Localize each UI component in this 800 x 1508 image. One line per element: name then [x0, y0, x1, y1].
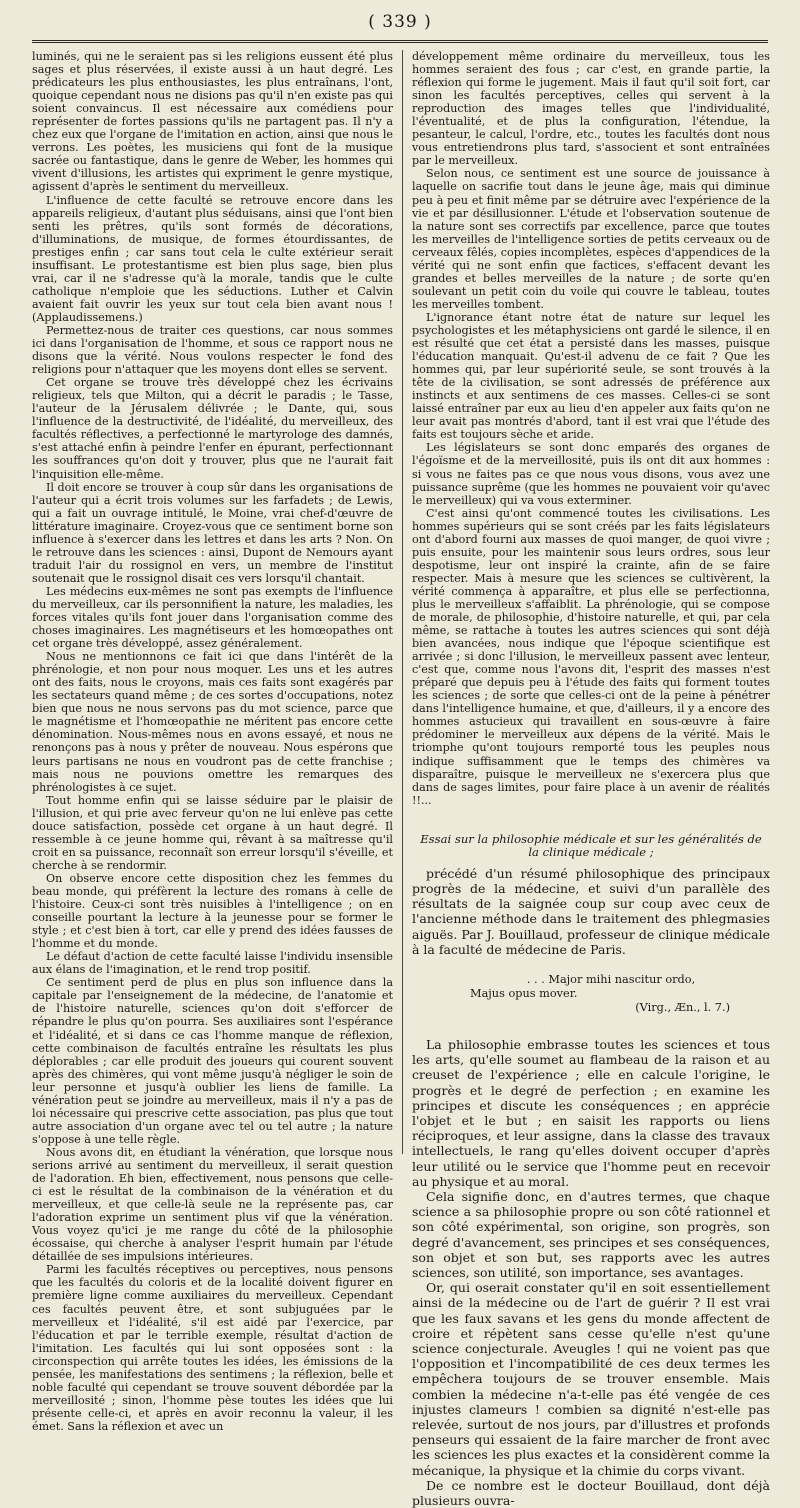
paragraph: C'est ainsi qu'ont commencé toutes les civilisations. Les hommes supérieurs qui se sont créés par les faits législateurs ont d'abord fourni aux masses de quoi manger, de quoi vivre ; puis ensuite, pour les maintenir sous leurs ordres, sous leur despotisme, leur ont inspiré la crainte, afin de se faire respecter. Mais à mesure que les sciences se cultivèrent, la vérité commença à apparaître, et plus elle se perfectionna, plus le merveilleux s'affaiblit. La phrénologie, qui se compose de morale, de philosophie, d'histoire naturelle, et qui, par cela même, se rattache à toutes les autres sciences qui sont déjà bien avancées, nous indique que l'époque scientifique est arrivée ; si donc l'illusion, le merveilleux passent avec lenteur, c'est que, comme nous l'avons dit, l'esprit des masses n'est préparé que depuis peu à l'étude des faits qui forment toutes les sciences ; de sorte que celles-ci ont de la peine à pénétrer dans l'intelligence humaine, et que, d'ailleurs, il y a encore des hommes astucieux qui travaillent en sous-œuvre à faire prédominer le merveilleux aux dépens de la vérité. Mais le triomphe qu'ont toujours remporté tous les peuples nous indique suffisamment que le temps des chimères va disparaître, puisque le merveilleux ne s'exercera plus que dans de sages limites, pour faire place à un avenir de réalités !!...: [412, 506, 770, 807]
paragraph: L'ignorance étant notre état de nature sur lequel les psychologistes et les métaphysiciens ont gardé le silence, il en est résulté que cet état a persisté dans les masses, puisque l'éducation manquait. Qu'est-il advenu de ce fait ? Que les hommes qui, par leur supériorité seule, se sont trouvés à la tête de la civilisation, se sont adressés de préférence aux instincts et aux sentimens de ces masses. Celles-ci se sont laissé entraîner par eux au lieu d'en appeler aux faits qu'on ne leur avait pas montrés d'abord, tant il est vrai que l'étude des faits est toujours sèche et aride.: [412, 310, 770, 442]
paragraph: développement même ordinaire du merveilleux, tous les hommes seraient des fous ; car c'est, en grande partie, la réflexion qui forme le jugement. Mais il faut qu'il soit fort, car sinon les facultés perceptives, celles qui servent à la reproduction des images telles que l'individualité, l'éventualité, et de plus la configuration, l'étendue, la pesanteur, le calcul, l'ordre, etc., toutes les facultés dont nous vous entretiendrons plus tard, s'associent et sont entraînées par le merveilleux.: [412, 50, 770, 168]
paragraph: luminés, qui ne le seraient pas si les religions eussent été plus sages et plus réservées, il existe aussi à un haut degré. Les prédicateurs les plus enthousiastes, les plus entraînans, l'ont, quoique cependant nous ne disions pas qu'il n'en existe pas qui soient convaincus. Il est nécessaire aux comédiens pour représenter de fortes passions qu'ils ne partagent pas. Il n'y a chez eux que l'organe de l'imitation en action, ainsi que nous le verrons. Les poètes, les musiciens qui font de la musique sacrée ou fantastique, dans le genre de Weber, les hommes qui vivent d'illusions, les artistes qui expriment le genre mystique, agissent d'après le sentiment du merveilleux.: [32, 50, 393, 194]
epigraph-line: Majus opus mover.: [470, 986, 578, 1000]
paragraph: De ce nombre est le docteur Bouillaud, dont déjà plusieurs ouvra-: [412, 1477, 770, 1508]
epigraph-line: . . . Major mihi nascitur ordo,: [526, 972, 696, 986]
paragraph: Cet organe se trouve très développé chez les écrivains religieux, tels que Milton, qui a décrit le paradis ; le Tasse, l'auteur de la Jérusalem délivrée ; le Dante, qui, sous l'influence de la destructivité, de l'idéalité, du merveilleux, des facultés réflectives, a perfectionné le martyrologe des damnés, s'est attaché enfin à peindre l'enfer en épurant, perfectionnant les souffrances qu'on doit y trouver, plus que ne l'aurait fait l'inquisition elle-même.: [32, 376, 393, 481]
paragraph: Il doit encore se trouver à coup sûr dans les organisations de l'auteur qui a écrit trois volumes sur les farfadets ; de Lewis, qui a fait un ouvrage intitulé, le Moine, vrai chef-d'œuvre de littérature imaginaire. Croyez-vous que ce sentiment borne son influence à s'exercer dans les lettres et dans les arts ? Non. On le retrouve dans les sciences : ainsi, Dupont de Nemours ayant traduit l'air du rossignol en vers, un membre de l'institut soutenait que le rossignol disait ces vers lorsqu'il chantait.: [32, 480, 393, 585]
paragraph: Tout homme enfin qui se laisse séduire par le plaisir de l'illusion, et qui prie avec ferveur qu'on ne lui enlève pas cette douce satisfaction, possède cet organe à un haut degré. Il ressemble à ce jeune homme qui, rêvant à sa maîtresse qu'il croit en sa puissance, reconnaît son erreur lorsqu'il s'éveille, et cherche à se rendormir.: [32, 793, 393, 872]
header-rule: [32, 40, 768, 43]
article-title: Essai sur la philosophie médicale et sur les généralités de la clinique médicale ;: [420, 831, 762, 860]
paragraph: Nous avons dit, en étudiant la vénération, que lorsque nous serions arrivé au sentiment du merveilleux, il serait question de l'adoration. Eh bien, effectivement, nous pensons que celle-ci est le résultat de la combinaison de la vénération et du merveilleux, et que celle-là seule ne la représente pas, car l'adoration exprime un sentiment plus vif que la vénération. Vous voyez qu'ici je me range du côté de la philosophie écossaise, qui cherche à analyser l'esprit humain par l'étude détaillée de ses impulsions intérieures.: [32, 1145, 393, 1264]
paragraph: Permettez-nous de traiter ces questions, car nous sommes ici dans l'organisation de l'homme, et sous ce rapport nous ne disons que la vérité. Nous voulons respecter le fond des religions pour n'attaquer que les moyens dont elles se servent.: [32, 323, 393, 377]
paragraph: Nous ne mentionnons ce fait ici que dans l'intérêt de la phrénologie, et non pour nous moquer. Les uns et les autres ont des faits, nous le croyons, mais ces faits sont exagérés par les sectateurs quand même ; de ces sortes d'occupations, notez bien que nous ne nous servons pas du mot science, parce que le magnétisme et l'homœopathie ne méritent pas encore cette dénomination. Nous-mêmes nous en avons essayé, et nous ne renonçons pas à nous y prêter de nouveau. Nous espérons que leurs partisans ne nous en voudront pas de cette franchise ; mais nous ne pouvions omettre les remarques des phrénologistes à ce sujet.: [32, 650, 393, 794]
paragraph: Le défaut d'action de cette faculté laisse l'individu insensible aux élans de l'imagination, et le rend trop positif.: [32, 950, 393, 977]
paragraph: On observe encore cette disposition chez les femmes du beau monde, qui préfèrent la lecture des romans à celle de l'histoire. Ceux-ci sont très nuisibles à l'intelligence ; on en conseille pourtant la lecture à la jeunesse pour se former le style ; et c'est bien à tort, car elle y prend des idées fausses de l'homme et du monde.: [32, 871, 393, 951]
article-subtitle: précédé d'un résumé philosophique des principaux progrès de la médecine, et suivi d'un parallèle des résultats de la saignée coup sur coup avec ceux de l'ancienne méthode dans le traitement des phlegmasies aiguës. Par J. Bouillaud, professeur de clinique médicale à la faculté de médecine de Paris.: [412, 865, 770, 957]
column-divider: [402, 50, 403, 1154]
epigraph-source: (Virg., Æn., l. 7.): [635, 1000, 730, 1014]
page-number: ( 339 ): [368, 12, 432, 32]
right-column: [412, 50, 770, 1508]
paragraph: Parmi les facultés réceptives ou perceptives, nous pensons que les facultés du coloris et de la localité doivent figurer en première ligne comme auxiliaires du merveilleux. Cependant ces facultés peuvent être, et sont subjuguées par le merveilleux et l'idéalité, s'il est aidé par l'exercice, par l'éducation et par le terrible exemple, résultat d'action de l'imitation. Les facultés qui lui sont opposées sont : la circonspection qui arrête toutes les idées, les émissions de la pensée, les manifestations des sentimens ; la réflexion, belle et noble faculté qui cependant se trouve souvent débordée par la merveillosité ; sinon, l'homme pèse toutes les idées que lui présente celle-ci, et après en avoir reconnu la valeur, il les émet. Sans la réflexion et avec un: [32, 1263, 393, 1433]
paragraph: L'influence de cette faculté se retrouve encore dans les appareils religieux, d'autant plus séduisans, ainsi que l'ont bien senti les prêtres, qu'ils sont formés de décorations, d'illuminations, de musique, de formes étourdissantes, de prestiges enfin ; car sans tout cela le culte extérieur serait insuffisant. Le protestantisme est bien plus sage, bien plus vrai, car il ne s'adresse qu'à la morale, tandis que le culte catholique n'emploie que les séductions. Luther et Calvin avaient fait ouvrir les yeux sur tout cela bien avant nous ! (Applaudissemens.): [32, 193, 393, 324]
paragraph: Ce sentiment perd de plus en plus son influence dans la capitale par l'enseignement de la médecine, de l'anatomie et de l'histoire naturelle, sciences qu'on doit s'efforcer de répandre le plus qu'on pourra. Ses auxiliaires sont l'espérance et l'idéalité, et si dans ce cas l'homme manque de réflexion, cette combinaison de facultés entraîne les résultats les plus déplorables ; car elle produit des joueurs qui courent souvent après des chimères, qui vont même jusqu'à négliger le soin de leur personne et jusqu'à oublier les liens de famille. La vénération peut se joindre au merveilleux, mais il n'y a pas de loi nécessaire qui prescrive cette association, pas plus que tout autre association d'un organe avec tel ou tel autre ; la nature s'oppose à une telle règle.: [32, 976, 393, 1146]
paragraph: Cela signifie donc, en d'autres termes, que chaque science a sa philosophie propre ou son côté rationnel et son côté expérimental, son origine, son progrès, son degré d'avancement, ses principes et ses conséquences, son objet et son but, ses rapports avec les autres sciences, son utilité, son importance, ses avantages.: [412, 1188, 770, 1280]
epigraph: [412, 973, 770, 1015]
paragraph: Les médecins eux-mêmes ne sont pas exempts de l'influence du merveilleux, car ils personnifient la nature, les maladies, les forces vitales qu'ils font jouer dans l'organisation comme des choses imaginaires. Les magnétiseurs et les homœopathes ont cet organe très développé, assez généralement.: [32, 584, 393, 651]
left-column: [32, 50, 393, 1433]
paragraph: Les législateurs se sont donc emparés des organes de l'égoïsme et de la merveillosité, puis ils ont dit aux hommes : si vous ne faites pas ce que nous vous disons, vous avez une puissance suprême (que les hommes ne pouvaient voir qu'avec le merveilleux) qui va vous exterminer.: [412, 441, 770, 507]
paragraph: Or, qui oserait constater qu'il en soit essentiellement ainsi de la médecine ou de l'art de guérir ? Il est vrai que les faux savans et les gens du monde affectent de croire et répètent sans cesse qu'elle n'est qu'une science conjecturale. Aveugles ! qui ne voient pas que l'opposition et l'incompatibilité de ces deux termes les empêchera toujours de se trouver ensemble. Mais combien la médecine n'a-t-elle pas été vengée de ces injustes clameurs ! combien sa dignité n'est-elle pas relevée, surtout de nos jours, par d'illustres et profonds penseurs qui essaient de la faire marcher de front avec les sciences les plus exactes et la considèrent comme la mécanique, la physique et la chimie du corps vivant.: [412, 1280, 770, 1478]
paragraph: La philosophie embrasse toutes les sciences et tous les arts, qu'elle soumet au flambeau de la raison et au creuset de l'expérience ; elle en calcule l'origine, le progrès et le degré de perfection ; en examine les principes et discute les conséquences ; en apprécie l'objet et le but ; en saisit les rapports ou liens réciproques, et leur assigne, dans la classe des travaux intellectuels, le rang qu'elles doivent occuper d'après leur utilité ou le service que l'homme peut en recevoir au physique et au moral.: [412, 1036, 770, 1189]
paragraph: Selon nous, ce sentiment est une source de jouissance à laquelle on sacrifie tout dans le jeune âge, mais qui diminue peu à peu et finit même par se détruire avec l'expérience de la vie et par désillusionner. L'étude et l'observation soutenue de la nature sont ses correctifs par excellence, parce que toutes les merveilles de l'intelligence sorties de petits cerveaux ou de cerveaux fêlés, copies incomplètes, espèces d'appendices de la vérité qui ne sont enfin que factices, s'effacent devant les grandes et belles merveilles de la nature ; de sorte qu'en soulevant un petit coin du voile qui couvre le tableau, toutes les merveilles tombent.: [412, 167, 770, 311]
